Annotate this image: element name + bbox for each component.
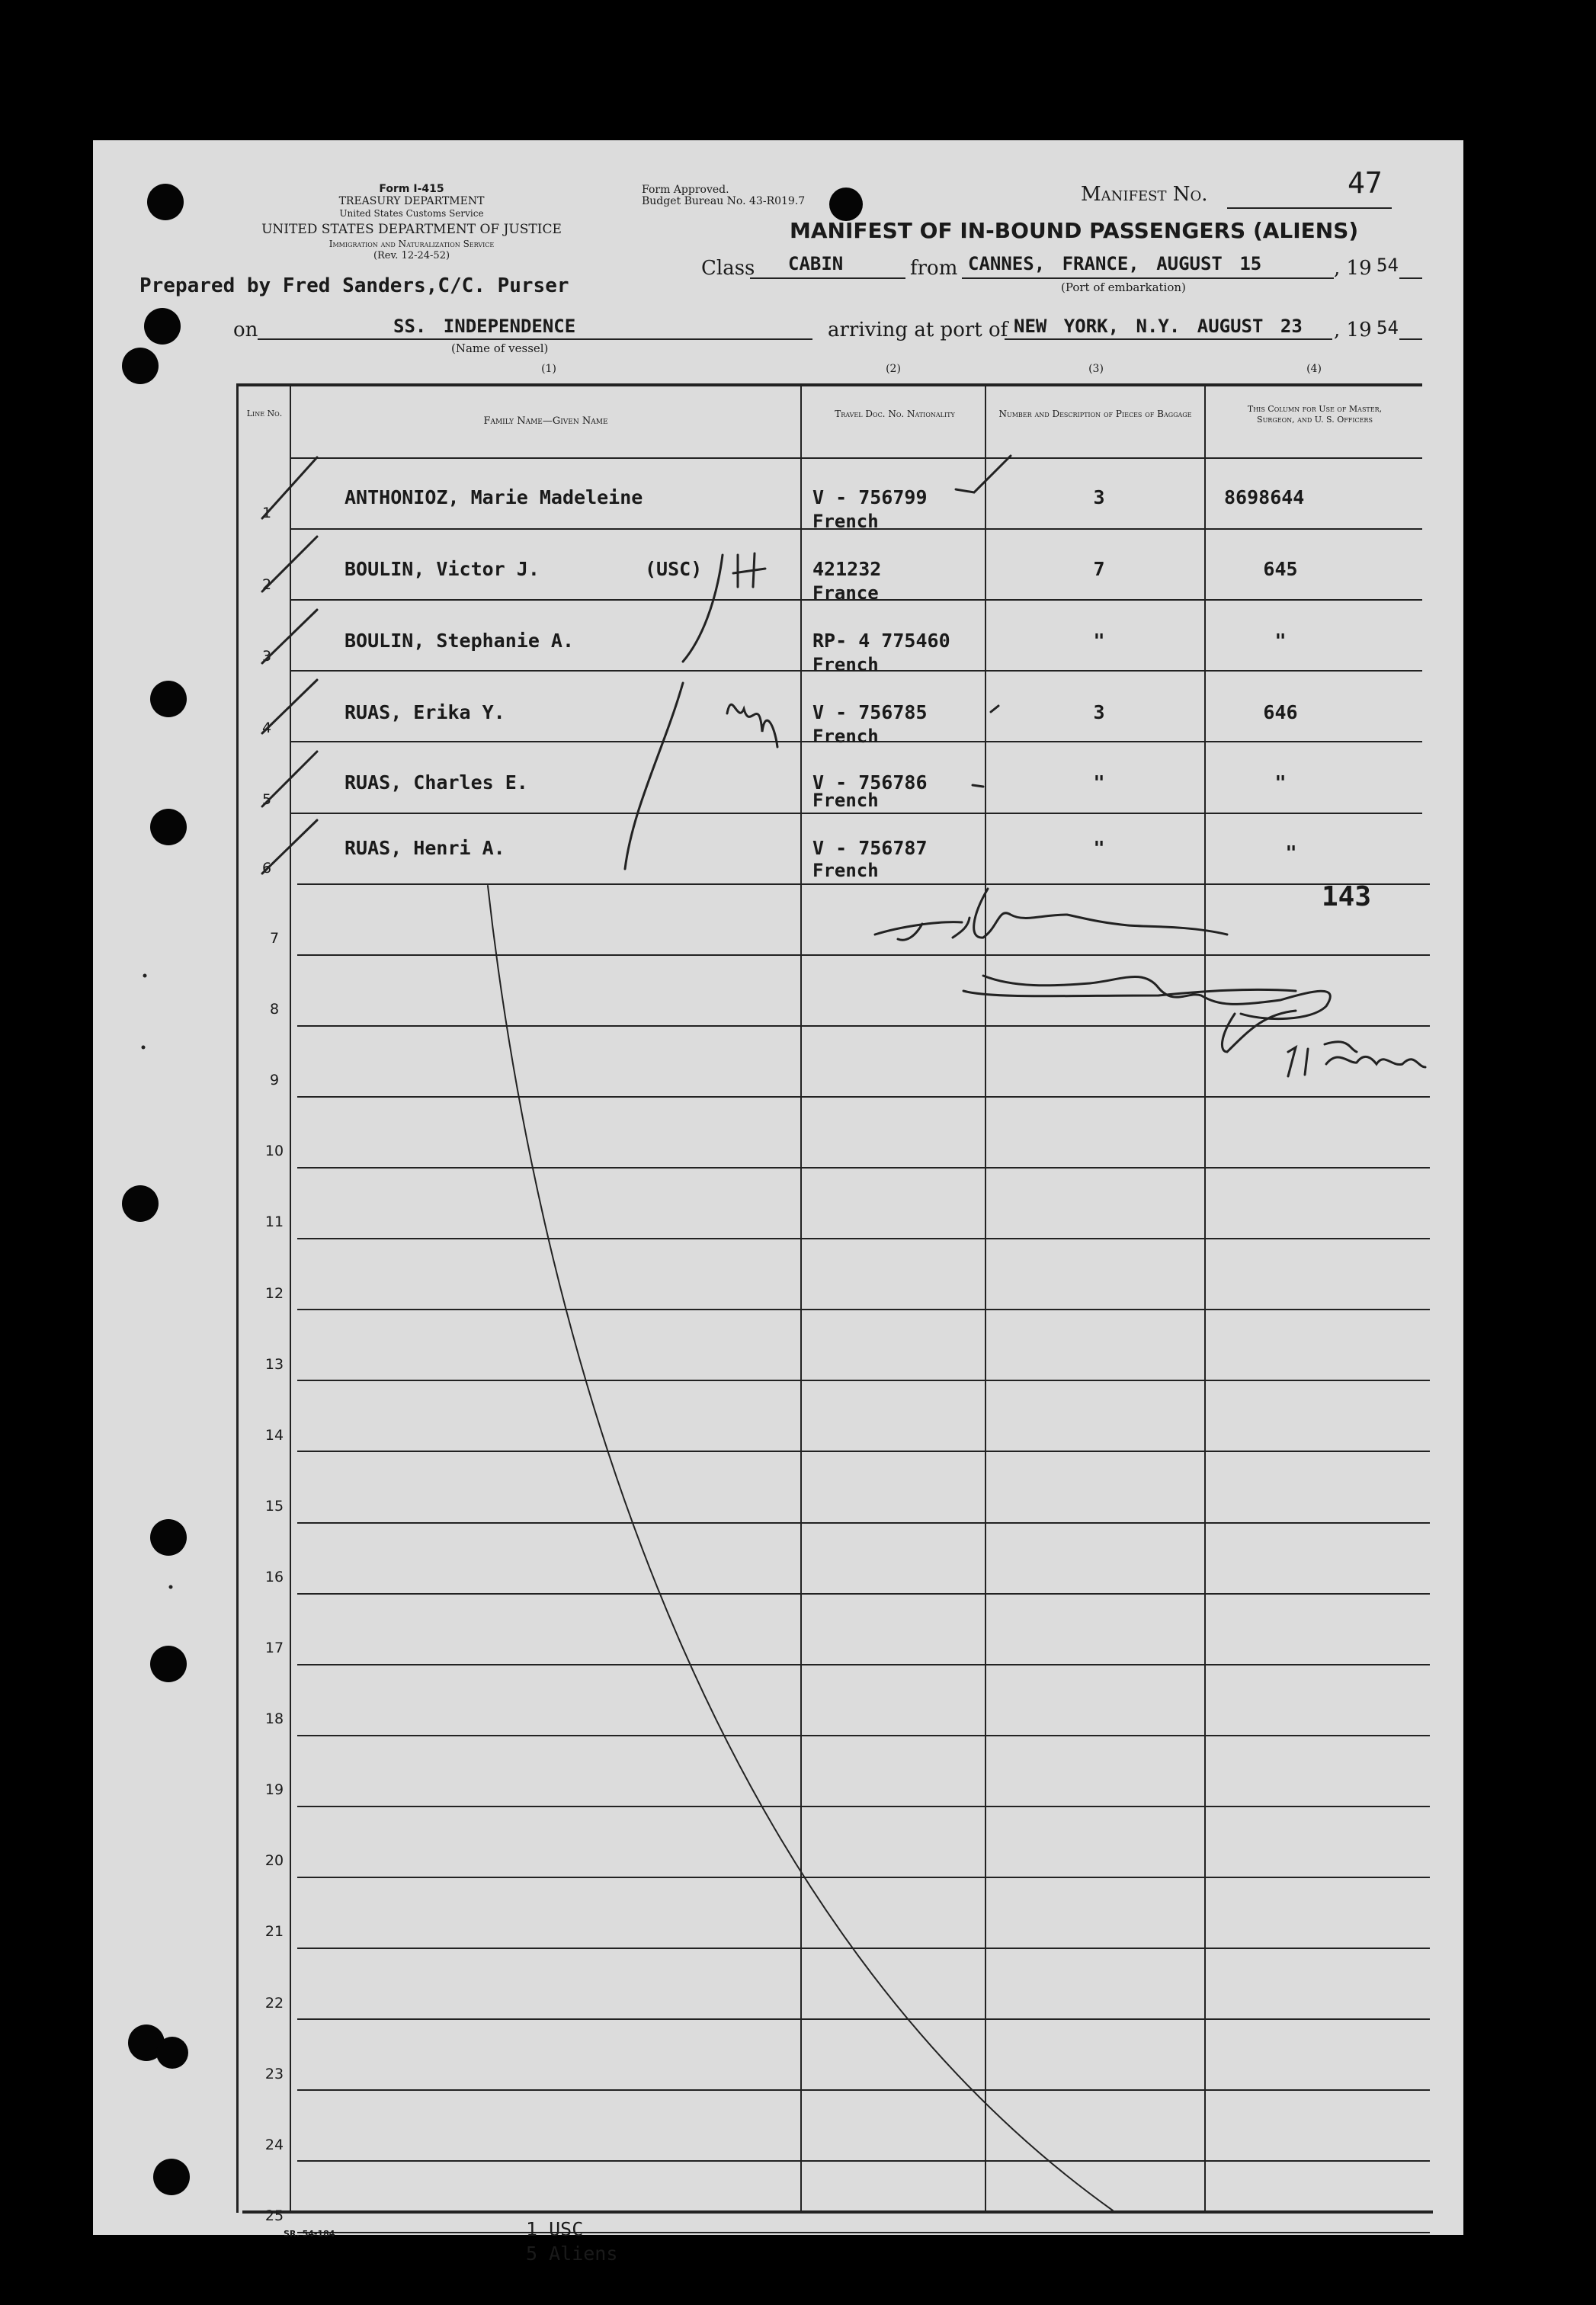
header-officers: This Column for Use of Master, Surgeon, and U. S. Officers xyxy=(1247,404,1383,425)
bracket-mark xyxy=(683,555,723,662)
travel-doc-number: V - 756786 xyxy=(812,771,928,793)
check-mark xyxy=(956,456,1011,492)
nationality: French xyxy=(812,790,879,811)
line-number: 17 xyxy=(264,1640,284,1656)
line-number: 10 xyxy=(264,1143,284,1159)
total-usc: 1 USC xyxy=(526,2218,584,2240)
officer-entry: " xyxy=(1285,842,1297,864)
check-mark xyxy=(262,820,317,874)
header-travel-doc: Travel Doc. No. Nationality xyxy=(835,409,955,419)
travel-doc-number: V - 756785 xyxy=(812,701,928,723)
class-label: Class xyxy=(701,257,755,280)
check-mark xyxy=(262,457,317,518)
col-number-1: (1) xyxy=(541,363,556,375)
baggage-count: " xyxy=(1093,771,1105,793)
line-number: 16 xyxy=(264,1569,284,1585)
initial-mark xyxy=(727,704,777,747)
check-mark xyxy=(991,706,998,712)
header-line-no: Line No. xyxy=(246,409,283,418)
line-number: 25 xyxy=(264,2207,284,2224)
manifest-title: MANIFEST OF IN-BOUND PASSENGERS (ALIENS) xyxy=(790,218,1359,243)
passenger-name: RUAS, Henri A. xyxy=(345,837,505,859)
nationality: French xyxy=(812,726,879,747)
line-number: 2 xyxy=(261,576,272,593)
nationality: French xyxy=(812,654,879,675)
class-value: CABIN xyxy=(788,253,844,274)
year-arrive: 54 xyxy=(1376,317,1399,338)
prepared-by: Prepared by Fred Sanders,C/C. Purser xyxy=(139,274,569,297)
line-number: 18 xyxy=(264,1710,284,1727)
col-number-2: (2) xyxy=(886,363,901,375)
year-prefix: , 19 xyxy=(1334,257,1372,280)
passenger-name: RUAS, Charles E. xyxy=(345,771,528,793)
officer-entry: " xyxy=(1274,630,1287,652)
line-number: 5 xyxy=(261,791,272,808)
baggage-count: 3 xyxy=(1093,486,1105,508)
line-number: 6 xyxy=(261,860,272,877)
col-number-4: (4) xyxy=(1306,363,1322,375)
year-from: 54 xyxy=(1376,255,1399,276)
manifest-no-label: Manifest No. xyxy=(1081,183,1208,206)
header-baggage: Number and Description of Pieces of Baggage xyxy=(998,409,1192,419)
line-number: 11 xyxy=(264,1213,284,1230)
approval-label: Form Approved. xyxy=(642,184,729,196)
baggage-count: 7 xyxy=(1093,558,1105,580)
line-number: 1 xyxy=(261,505,272,521)
on-label: on xyxy=(233,319,258,341)
year-prefix-2: , 19 xyxy=(1334,319,1372,341)
baggage-count: " xyxy=(1093,630,1105,652)
customs-label: United States Customs Service xyxy=(339,208,484,219)
footer-code: SR. 54-184 xyxy=(284,2229,335,2239)
line-number: 19 xyxy=(264,1781,284,1798)
from-value: CANNES, FRANCE, AUGUST 15 xyxy=(968,253,1262,274)
officer-entry: " xyxy=(1274,771,1287,793)
travel-doc-number: V - 756799 xyxy=(812,486,928,508)
col-number-3: (3) xyxy=(1088,363,1104,375)
rev-label: (Rev. 12-24-52) xyxy=(373,250,450,261)
passenger-name: BOULIN, Victor J. xyxy=(345,558,540,580)
port-embarkation-label: (Port of embarkation) xyxy=(1061,281,1186,294)
total-aliens: 5 Aliens xyxy=(526,2242,618,2265)
budget-label: Budget Bureau No. 43-R019.7 xyxy=(642,195,806,207)
passenger-name: ANTHONIOZ, Marie Madeleine xyxy=(345,486,643,508)
nationality: France xyxy=(812,582,879,604)
baggage-count: 3 xyxy=(1093,701,1105,723)
travel-doc-number: V - 756787 xyxy=(812,837,928,859)
initial-mark xyxy=(733,553,765,587)
line-number: 13 xyxy=(264,1356,284,1373)
treasury-label: TREASURY DEPARTMENT xyxy=(338,195,485,207)
citizen-note: (USC) xyxy=(645,558,703,580)
check-mark xyxy=(262,537,317,591)
vessel-label: (Name of vessel) xyxy=(451,341,549,355)
check-mark xyxy=(262,610,317,663)
line-number: 20 xyxy=(264,1852,284,1869)
bracket-mark xyxy=(625,683,683,869)
line-number: 15 xyxy=(264,1498,284,1515)
diagonal-line xyxy=(488,886,1113,2210)
header-name: Family Name—Given Name xyxy=(483,415,608,427)
check-mark xyxy=(973,785,983,787)
arriving-label: arriving at port of xyxy=(828,319,1008,341)
time-annotation xyxy=(1288,1042,1425,1076)
line-number: 3 xyxy=(261,648,272,665)
passenger-name: BOULIN, Stephanie A. xyxy=(345,630,575,652)
form-number: Form I-415 xyxy=(379,183,444,195)
check-mark xyxy=(262,752,317,806)
line-number: 24 xyxy=(264,2137,284,2153)
ins-label: Immigration and Naturalization Service xyxy=(328,239,495,249)
signature xyxy=(963,976,1330,1052)
arriving-value: NEW YORK, N.Y. AUGUST 23 xyxy=(1014,316,1303,337)
justice-label: UNITED STATES DEPARTMENT OF JUSTICE xyxy=(261,222,562,237)
stamp-number: 143 xyxy=(1322,881,1372,912)
travel-doc-number: RP- 4 775460 xyxy=(812,630,950,652)
line-number: 21 xyxy=(264,1923,284,1940)
vessel-name: SS. INDEPENDENCE xyxy=(393,316,576,337)
from-label: from xyxy=(910,257,958,280)
passenger-name: RUAS, Erika Y. xyxy=(345,701,505,723)
line-number: 4 xyxy=(261,720,272,736)
check-mark xyxy=(262,680,317,733)
officer-entry: 8698644 xyxy=(1224,486,1305,508)
line-number: 7 xyxy=(269,930,280,947)
line-number: 12 xyxy=(264,1285,284,1302)
baggage-count: " xyxy=(1093,837,1105,859)
line-number: 23 xyxy=(264,2066,284,2082)
line-number: 22 xyxy=(264,1995,284,2012)
officer-entry: 646 xyxy=(1263,701,1298,723)
officer-entry: 645 xyxy=(1263,558,1298,580)
nationality: French xyxy=(812,860,879,881)
manifest-number: 47 xyxy=(1348,166,1383,200)
travel-doc-number: 421232 xyxy=(812,558,882,580)
signature xyxy=(875,889,1227,940)
line-number: 9 xyxy=(269,1072,280,1088)
nationality: French xyxy=(812,511,879,532)
line-number: 8 xyxy=(269,1001,280,1018)
line-number: 14 xyxy=(264,1427,284,1444)
